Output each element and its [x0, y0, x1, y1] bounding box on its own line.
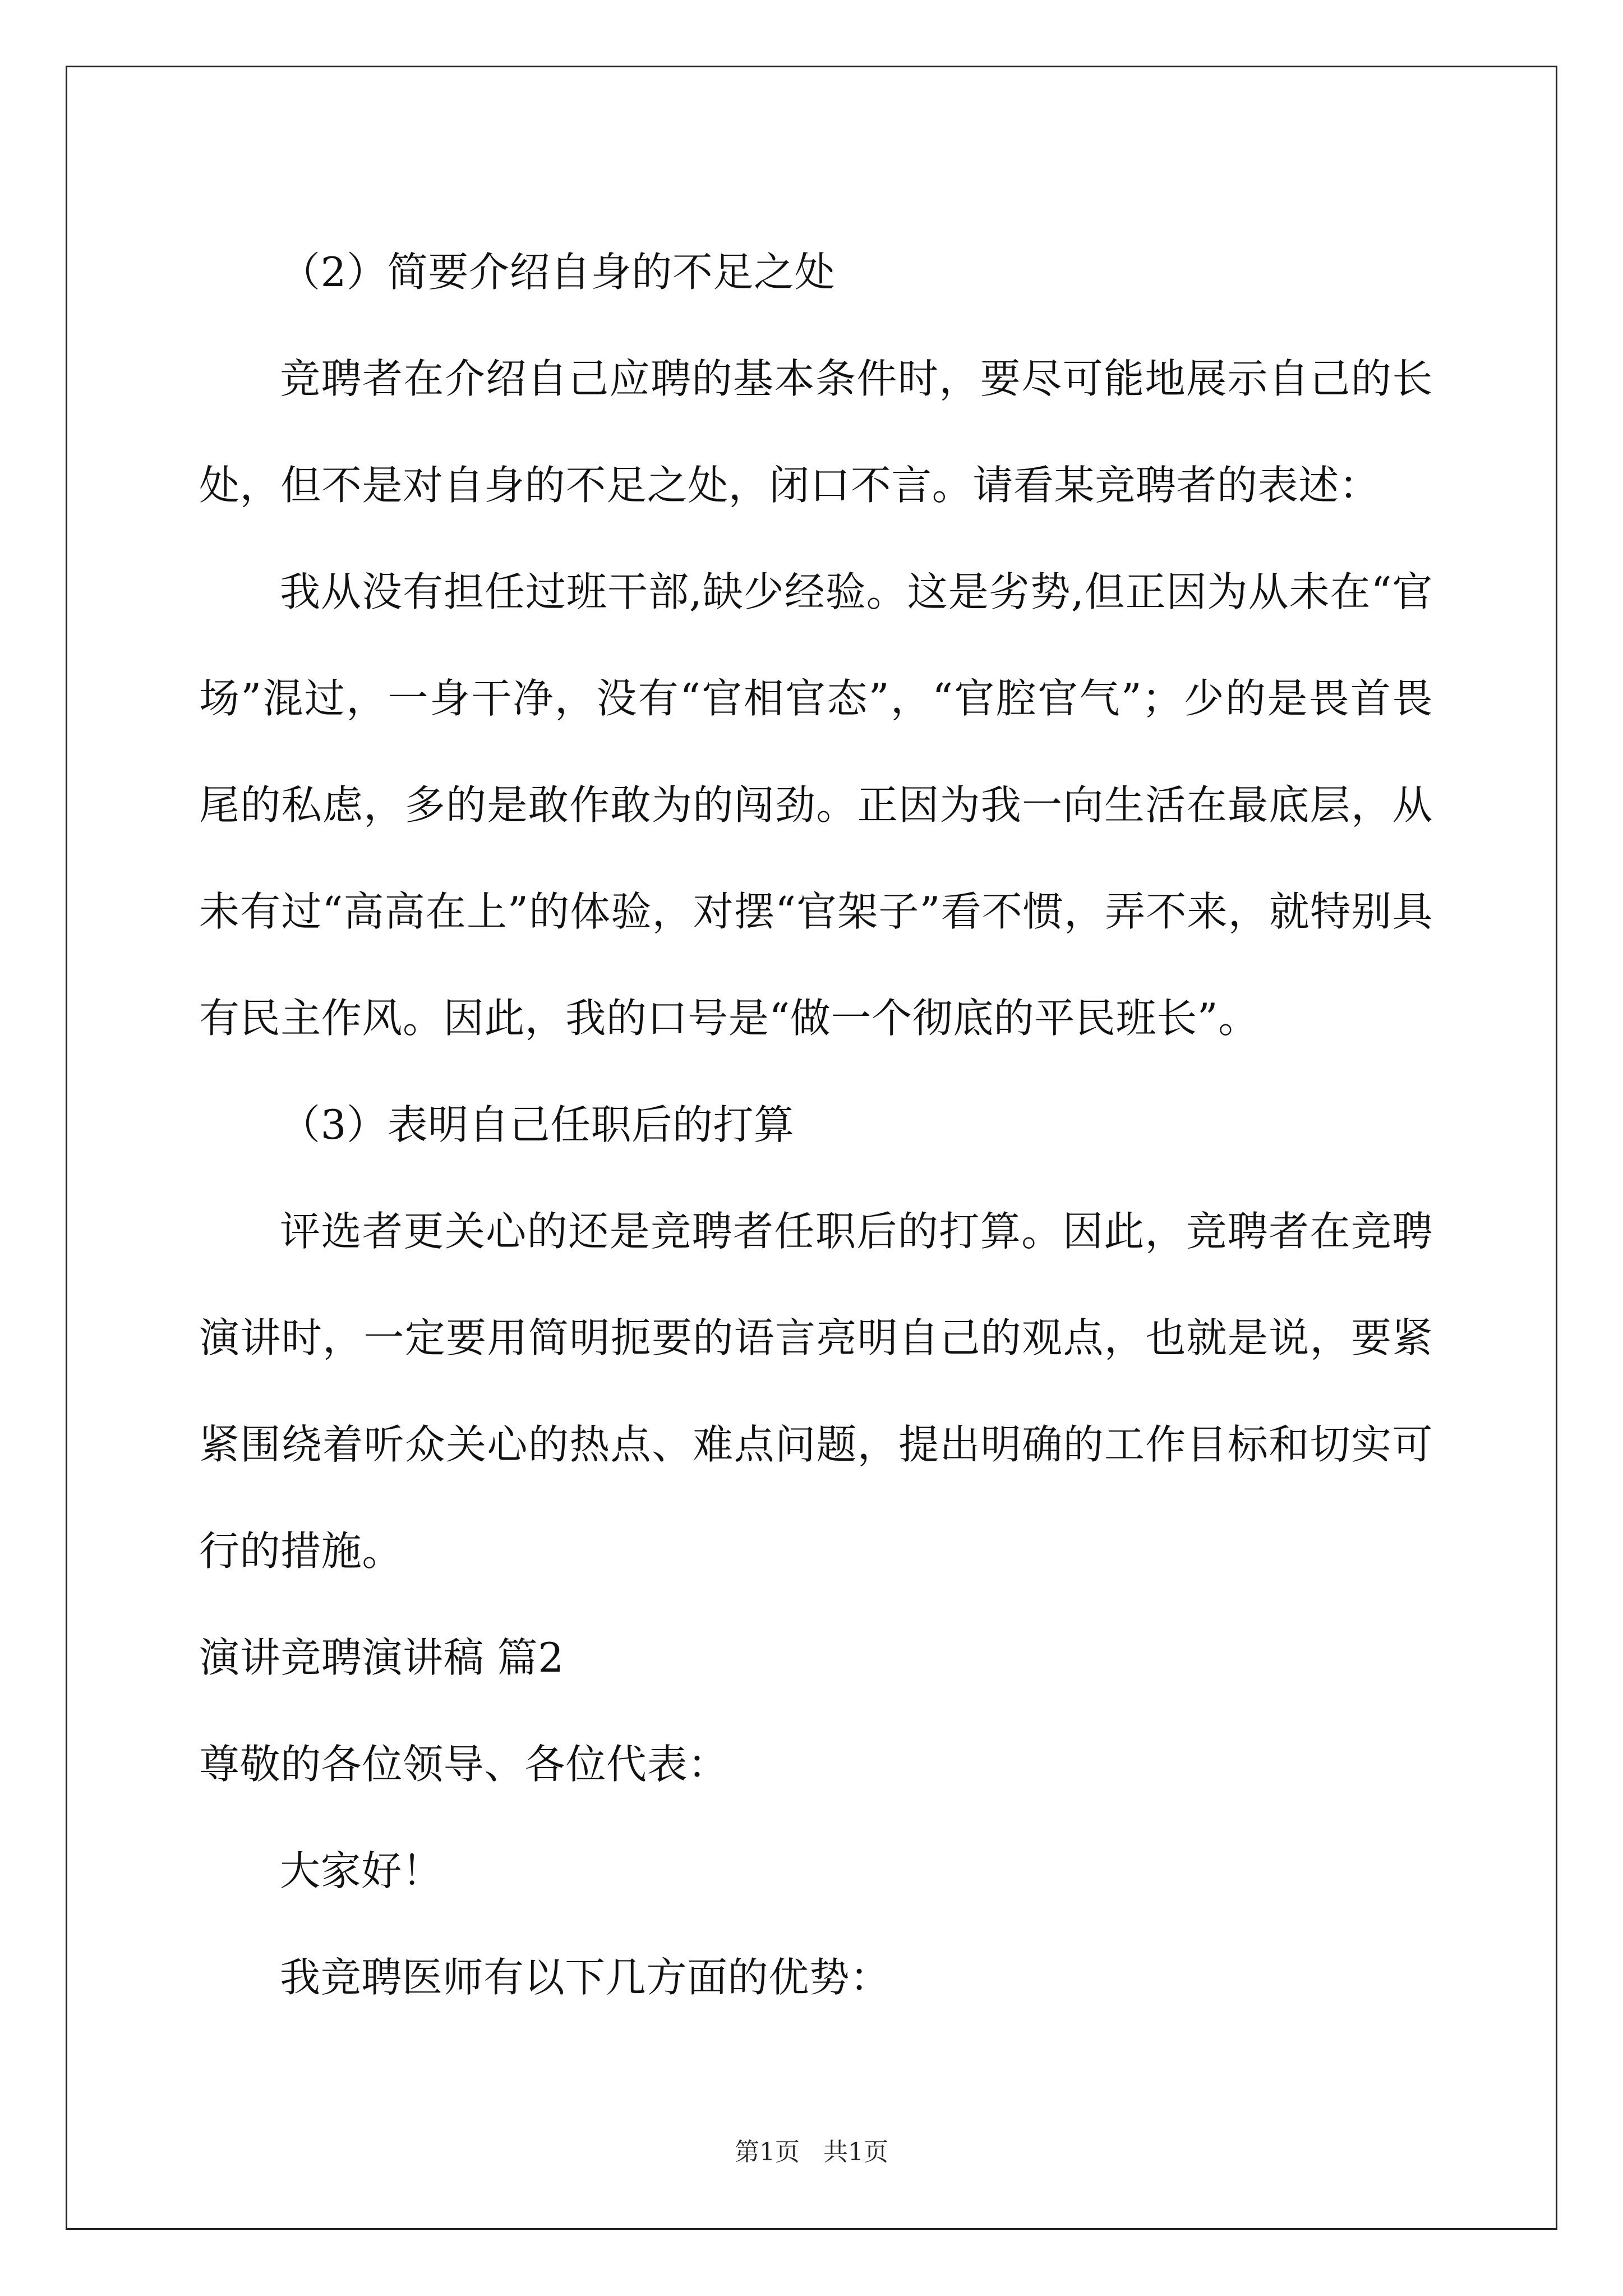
greeting: 大家好！	[280, 1847, 443, 1894]
page-footer	[0, 2132, 1623, 2168]
document-body	[199, 219, 1433, 2031]
salutation: 尊敬的各位领导、各位代表：	[199, 1741, 728, 1788]
subheading-plans: （3）表明自己任职后的打算	[280, 1101, 795, 1148]
paragraph-advantages: 我竞聘医师有以下几方面的优势：	[280, 1954, 891, 2001]
page-number-total: 共1页	[823, 2138, 888, 2166]
page-number-current: 第1页	[735, 2138, 800, 2166]
subheading-weaknesses: （2）简要介绍自身的不足之处	[280, 249, 836, 296]
paragraph-weaknesses-intro: 竞聘者在介绍自己应聘的基本条件时，要尽可能地展示自己的长处，但不是对自身的不足之处，闭口不言。请看某竞聘者的表述：	[199, 355, 1433, 509]
section-title: 演讲竞聘演讲稿 篇2	[199, 1634, 564, 1681]
paragraph-plans: 评选者更关心的还是竞聘者任职后的打算。因此，竞聘者在竞聘演讲时，一定要用简明扼要的语言亮明自己的观点，也就是说，要紧紧围绕着听众关心的热点、难点问题，提出明确的工作目标和切实可行的措施。	[199, 1208, 1433, 1575]
paragraph-example-statement: 我从没有担任过班干部,缺少经验。这是劣势,但正因为从未在“官场”混过，一身干净，没有“官相官态”，“官腔官气”；少的是畏首畏尾的私虑，多的是敢作敢为的闯劲。正因为我一向生活在最底层，从未有过“高高在上”的体验，对摆“官架子”看不惯，弄不来，就特别具有民主作风。因此，我的口号是“做一个彻底的平民班长”。	[199, 568, 1433, 1042]
